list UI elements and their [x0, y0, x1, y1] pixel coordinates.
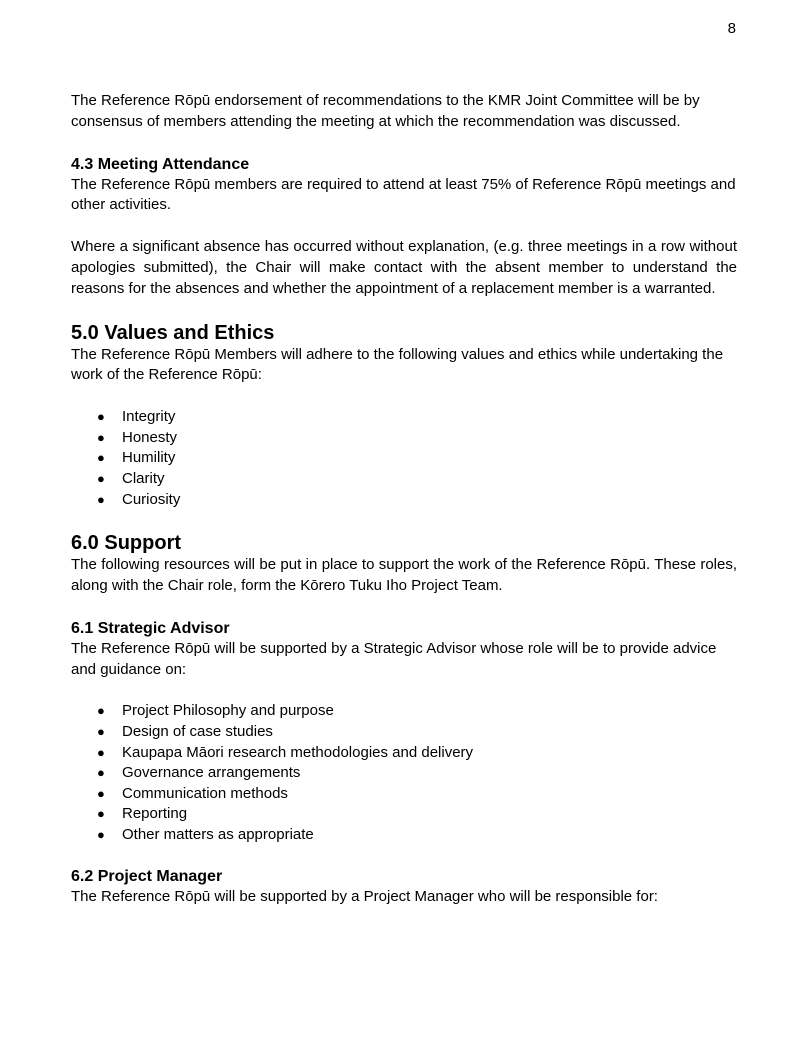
list-item-label: Honesty [122, 428, 178, 446]
bullet-icon: ● [97, 703, 105, 719]
bullet-icon: ● [97, 723, 105, 739]
bullet-icon: ● [97, 806, 105, 822]
page-number: 8 [727, 20, 736, 37]
list-item [71, 825, 737, 846]
list-item [71, 469, 737, 490]
list-item-label: Other matters as appropriate [122, 825, 314, 843]
page-content [71, 91, 737, 908]
list-item [71, 428, 737, 449]
list-item [71, 763, 737, 784]
bullet-icon: ● [97, 744, 105, 760]
bullet-icon: ● [97, 470, 105, 486]
bullet-icon: ● [97, 429, 105, 445]
list-item-label: Reporting [122, 805, 188, 823]
bullet-icon: ● [97, 765, 105, 781]
list-item [71, 701, 737, 722]
list-item-label: Integrity [122, 408, 176, 426]
list-item-label: Humility [122, 449, 176, 467]
section-heading-4-3: 4.3 Meeting Attendance [71, 155, 250, 173]
bullet-icon: ● [97, 491, 105, 507]
list-item-label: Clarity [122, 469, 165, 487]
section-4-3-paragraph-2: Where a significant absence has occurred without explanation, (e.g. three meetings in a row without apologies submitted), the Chair will make contact with the absent member to understand the reasons for the absences and whether the appointment of a replacement member is a warranted. [71, 238, 737, 297]
section-4-3-paragraph-1: The Reference Rōpū members are required to attend at least 75% of Reference Rōpū meetings and other activities. [71, 175, 736, 214]
list-item-label: Kaupapa Māori research methodologies and delivery [122, 743, 474, 761]
section-6-1-paragraph: The Reference Rōpū will be supported by a Strategic Advisor whose role will be to provide advice and guidance on: [71, 639, 717, 678]
list-item [71, 448, 737, 469]
section-heading-6-2: 6.2 Project Manager [71, 868, 223, 886]
bullet-icon: ● [97, 785, 105, 801]
list-item-label: Communication methods [122, 784, 288, 802]
section-heading-5-0: 5.0 Values and Ethics [71, 321, 275, 344]
section-6-0-paragraph: The following resources will be put in place to support the work of the Reference Rōpū. These roles, along with the Chair role, form the Kōrero Tuku Iho Project Team. [71, 556, 737, 594]
section-heading-6-1: 6.1 Strategic Advisor [71, 619, 230, 637]
list-item [71, 804, 737, 825]
list-item-label: Project Philosophy and purpose [122, 702, 334, 720]
list-item [71, 784, 737, 805]
strategic-advisor-list [71, 701, 737, 845]
section-heading-6-0: 6.0 Support [71, 532, 182, 555]
section-6-2-paragraph: The Reference Rōpū will be supported by a Project Manager who will be responsible for: [71, 888, 658, 906]
values-list [71, 407, 737, 510]
list-item [71, 407, 737, 428]
section-5-0-paragraph: The Reference Rōpū Members will adhere to the following values and ethics while undertaking the work of the Reference Rōpū: [71, 345, 724, 384]
bullet-icon: ● [97, 450, 105, 466]
intro-paragraph: The Reference Rōpū endorsement of recommendations to the KMR Joint Committee will be by consensus of members attending the meeting at which the recommendation was discussed. [71, 92, 700, 130]
list-item-label: Governance arrangements [122, 764, 301, 782]
list-item-label: Curiosity [122, 490, 181, 508]
list-item [71, 722, 737, 743]
list-item [71, 743, 737, 764]
list-item [71, 490, 737, 511]
list-item-label: Design of case studies [122, 722, 273, 740]
bullet-icon: ● [97, 409, 105, 425]
bullet-icon: ● [97, 826, 105, 842]
